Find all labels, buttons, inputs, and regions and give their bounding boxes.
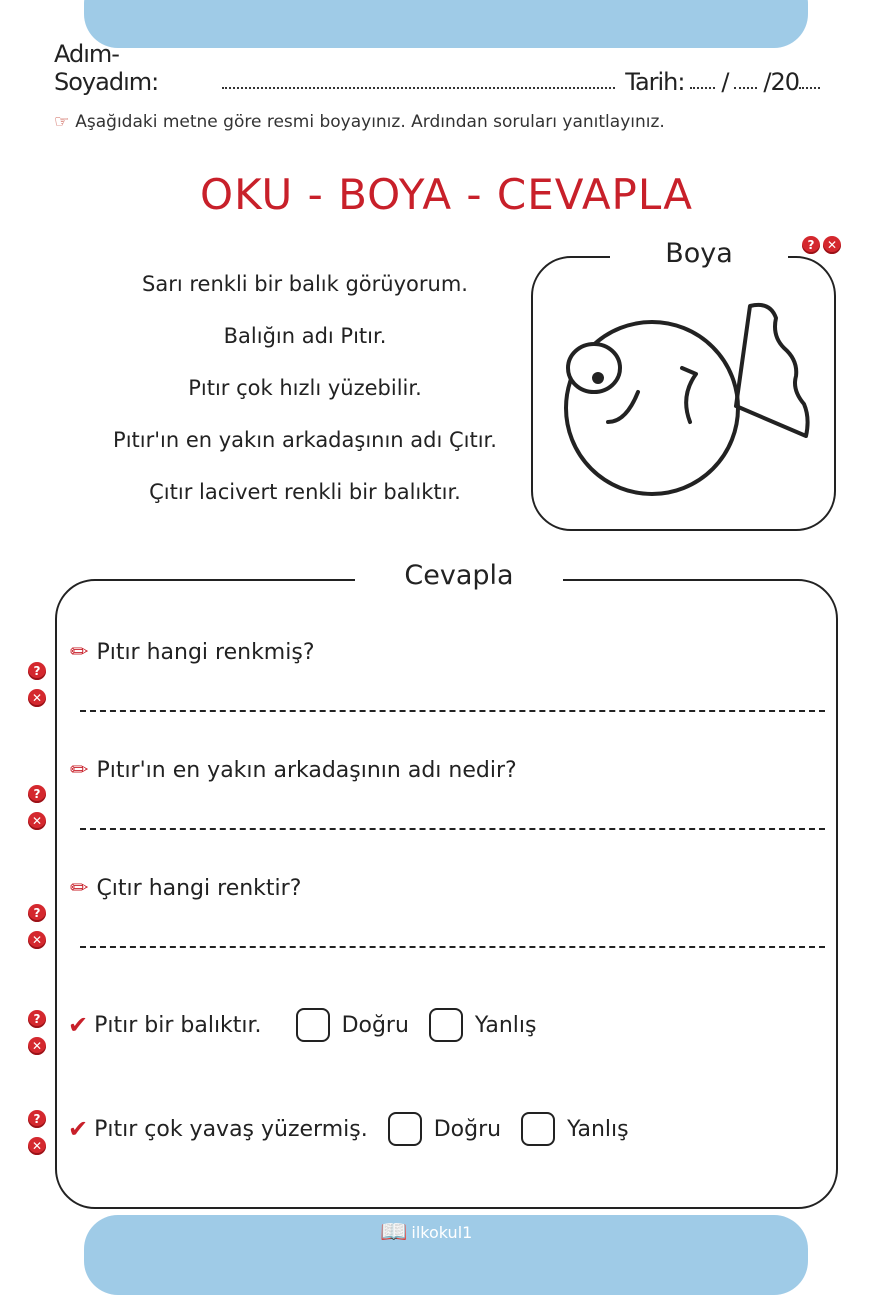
close-icon[interactable]: ✕ xyxy=(28,1037,46,1055)
answer-line-1[interactable] xyxy=(80,710,825,712)
help-icon[interactable]: ? xyxy=(28,1110,46,1128)
true-false-1 xyxy=(68,1008,556,1042)
false-checkbox[interactable] xyxy=(429,1008,463,1042)
date-month-field[interactable] xyxy=(734,86,757,89)
fish-drawing[interactable] xyxy=(560,296,820,506)
question-controls xyxy=(28,785,46,830)
date-year-field[interactable] xyxy=(799,86,820,89)
answer-title: Cevapla xyxy=(355,560,563,591)
date-separator: / xyxy=(721,68,729,96)
close-icon[interactable]: ✕ xyxy=(28,931,46,949)
answer-line-2[interactable] xyxy=(80,828,825,830)
close-icon[interactable]: ✕ xyxy=(28,689,46,707)
fish-eye xyxy=(568,344,620,392)
question-controls xyxy=(28,662,46,707)
help-icon[interactable]: ? xyxy=(28,785,46,803)
help-icon[interactable]: ? xyxy=(802,236,820,254)
true-checkbox[interactable] xyxy=(388,1112,422,1146)
paint-controls xyxy=(802,236,841,254)
story-line: Çıtır lacivert renkli bir balıktır. xyxy=(149,480,461,504)
question-controls xyxy=(28,1010,46,1055)
story-line: Pıtır çok hızlı yüzebilir. xyxy=(188,376,422,400)
fish-mouth xyxy=(608,392,638,422)
checkmark-icon: ✔ xyxy=(68,1011,89,1039)
name-date-row xyxy=(54,40,826,96)
checkmark-icon: ✔ xyxy=(68,1115,89,1143)
date-day-field[interactable] xyxy=(690,86,715,89)
footer-brand xyxy=(380,1220,472,1245)
false-checkbox[interactable] xyxy=(521,1112,555,1146)
name-label: Adım-Soyadım: xyxy=(54,40,159,96)
question-text: Çıtır hangi renktir? xyxy=(96,876,302,901)
fish-pupil xyxy=(592,372,604,384)
book-icon: 📖 xyxy=(380,1220,408,1245)
true-checkbox[interactable] xyxy=(296,1008,330,1042)
pointing-hand-icon: ☞ xyxy=(54,112,70,132)
story-text xyxy=(60,264,550,524)
true-label: Doğru xyxy=(433,1116,502,1142)
question-controls xyxy=(28,904,46,949)
answer-line-3[interactable] xyxy=(80,946,825,948)
brand-text: ilkokul1 xyxy=(411,1223,473,1242)
question-2 xyxy=(70,758,517,783)
fish-fin xyxy=(682,368,696,422)
pencil-icon: ✏ xyxy=(70,640,89,665)
name-field[interactable] xyxy=(222,86,616,89)
pencil-icon: ✏ xyxy=(70,876,89,901)
question-1 xyxy=(70,640,315,665)
story-line: Sarı renkli bir balık görüyorum. xyxy=(142,272,468,296)
false-label: Yanlış xyxy=(567,1116,629,1142)
help-icon[interactable]: ? xyxy=(28,904,46,922)
close-icon[interactable]: ✕ xyxy=(823,236,841,254)
page-title: OKU - BOYA - CEVAPLA xyxy=(200,170,693,219)
statement-text: Pıtır bir balıktır. xyxy=(94,1012,262,1038)
close-icon[interactable]: ✕ xyxy=(28,812,46,830)
story-line: Pıtır'ın en yakın arkadaşının adı Çıtır. xyxy=(113,428,497,452)
question-text: Pıtır'ın en yakın arkadaşının adı nedir? xyxy=(96,758,517,783)
statement-text: Pıtır çok yavaş yüzermiş. xyxy=(94,1116,368,1142)
instruction-text: Aşağıdaki metne göre resmi boyayınız. Ardından soruları yanıtlayınız. xyxy=(75,112,665,132)
pencil-icon: ✏ xyxy=(70,758,89,783)
true-label: Doğru xyxy=(341,1012,409,1038)
false-label: Yanlış xyxy=(474,1012,537,1038)
help-icon[interactable]: ? xyxy=(28,662,46,680)
question-text: Pıtır hangi renkmiş? xyxy=(96,640,315,665)
date-label: Tarih: xyxy=(625,68,685,96)
date-year-prefix: /20 xyxy=(763,68,799,96)
fish-tail xyxy=(736,305,808,436)
paint-title: Boya xyxy=(610,238,788,269)
story-line: Balığın adı Pıtır. xyxy=(223,324,387,348)
instruction xyxy=(54,112,665,132)
close-icon[interactable]: ✕ xyxy=(28,1137,46,1155)
true-false-2 xyxy=(68,1112,649,1146)
question-controls xyxy=(28,1110,46,1155)
help-icon[interactable]: ? xyxy=(28,1010,46,1028)
question-3 xyxy=(70,876,301,901)
